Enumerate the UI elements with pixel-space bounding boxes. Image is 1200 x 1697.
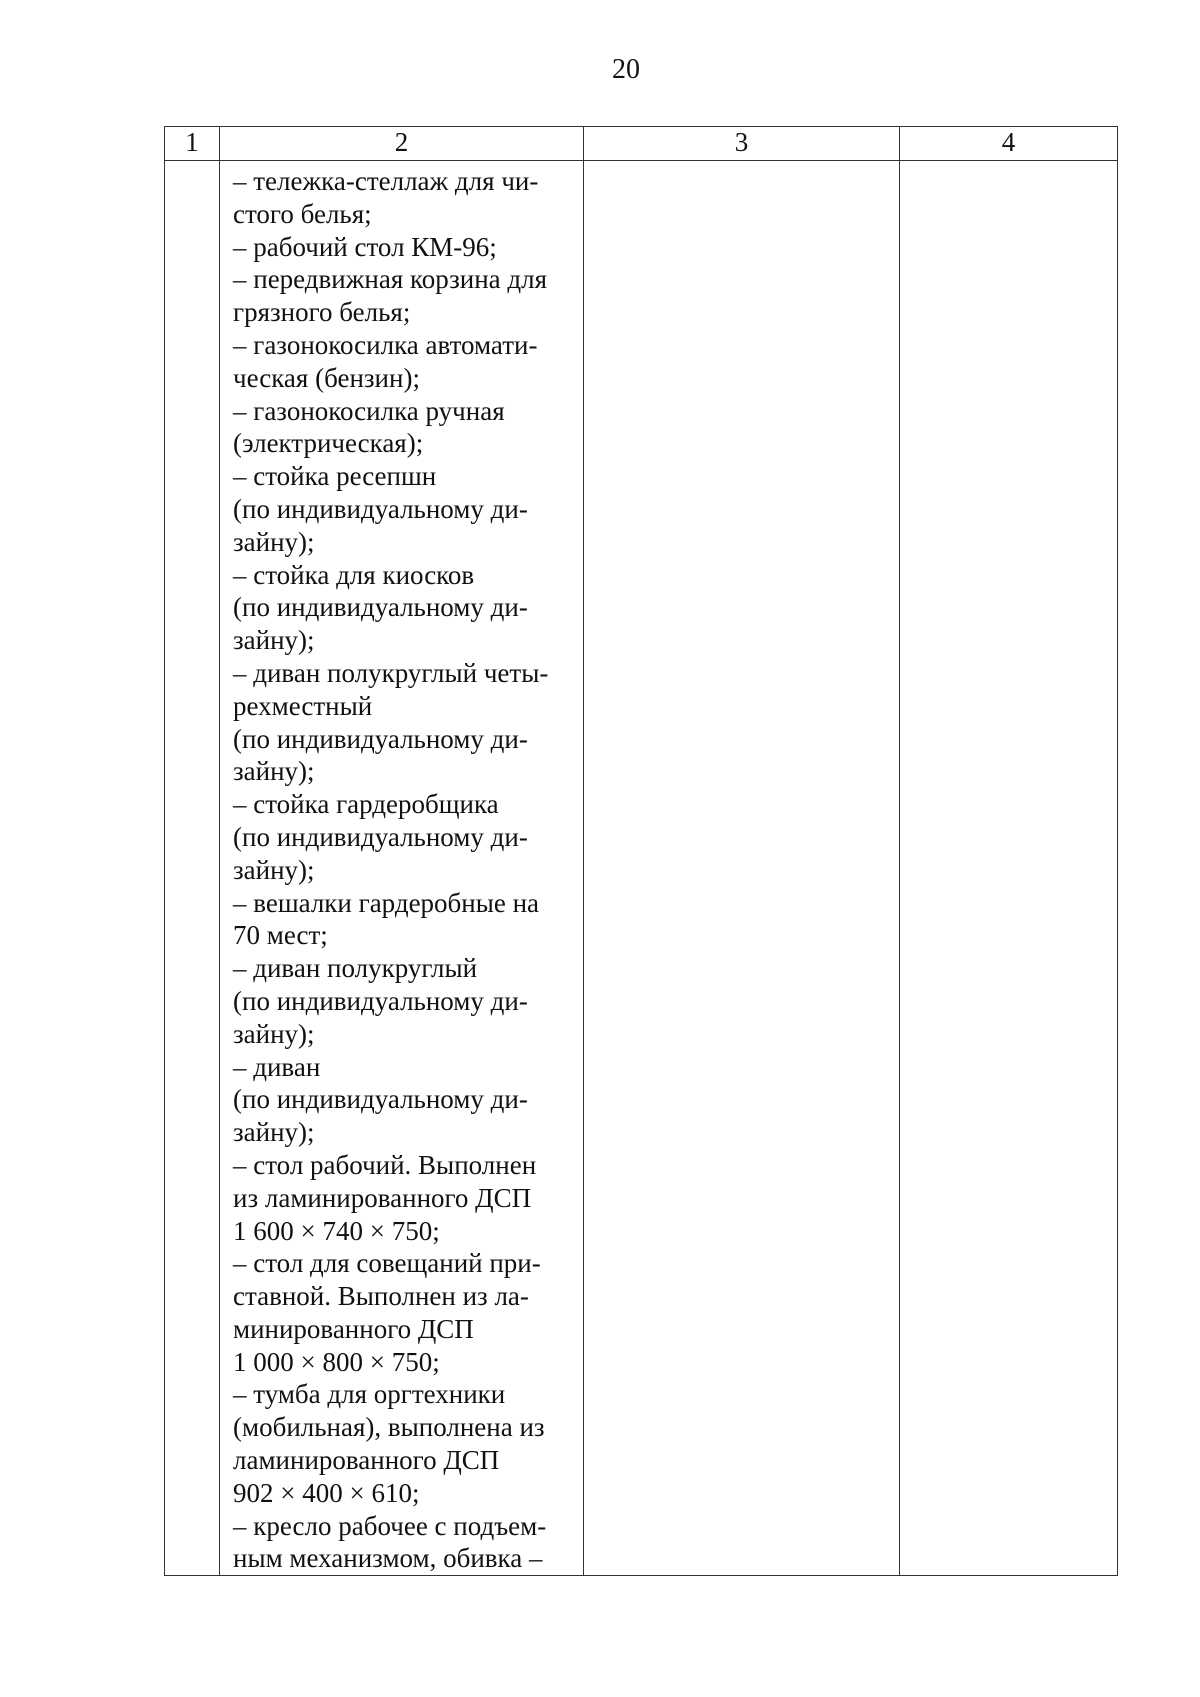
- list-item: – газонокосилка ручная (электрическая);: [233, 395, 505, 459]
- list-item: – газонокосилка автомати- ческая (бензин);: [233, 329, 538, 393]
- list-item: – стойка гардеробщика (по индивидуальному ди- зайну);: [233, 789, 528, 885]
- table-row: [165, 161, 1118, 1576]
- list-item: – тумба для оргтехники (мобильная), выполнена из ламинированного ДСП 902 × 400 × 610;: [233, 1379, 545, 1508]
- header-col-4: 4: [900, 127, 1118, 161]
- equipment-table: [164, 126, 1118, 1576]
- list-item: – стойка ресепшн (по индивидуальному ди- зайну);: [233, 461, 528, 557]
- header-col-3: 3: [584, 127, 900, 161]
- list-item: – передвижная корзина для грязного белья;: [233, 264, 548, 328]
- equipment-list: [220, 161, 583, 1575]
- list-item: – кресло рабочее с подъем- ным механизмом, обивка –: [233, 1510, 547, 1574]
- table-header-row: [165, 127, 1118, 161]
- list-item: – диван полукруглый четы- рехместный (по индивидуальному ди- зайну);: [233, 657, 549, 787]
- list-item: – диван (по индивидуальному ди- зайну);: [233, 1051, 528, 1148]
- list-item: – диван полукруглый (по индивидуальному ди- зайну);: [233, 953, 528, 1049]
- header-col-1: 1: [165, 127, 220, 161]
- list-item: – стол рабочий. Выполнен из ламинированного ДСП 1 600 × 740 × 750;: [233, 1149, 537, 1246]
- cell-col-3: [584, 161, 900, 1576]
- header-col-2: 2: [220, 127, 584, 161]
- cell-col-2: [220, 161, 584, 1576]
- cell-col-1: [165, 161, 220, 1576]
- list-item: – стол для совещаний при- ставной. Выполнен из ла- минированного ДСП 1 000 × 800 × 750;: [233, 1248, 541, 1377]
- list-item: – стойка для киосков (по индивидуальному ди- зайну);: [233, 559, 528, 656]
- list-item: – рабочий стол КМ-96;: [233, 231, 497, 262]
- cell-col-4: [900, 161, 1118, 1576]
- page-number: 20: [612, 54, 640, 85]
- list-item: – вешалки гардеробные на 70 мест;: [233, 887, 540, 951]
- list-item: – тележка-стеллаж для чи- стого белья;: [233, 166, 539, 229]
